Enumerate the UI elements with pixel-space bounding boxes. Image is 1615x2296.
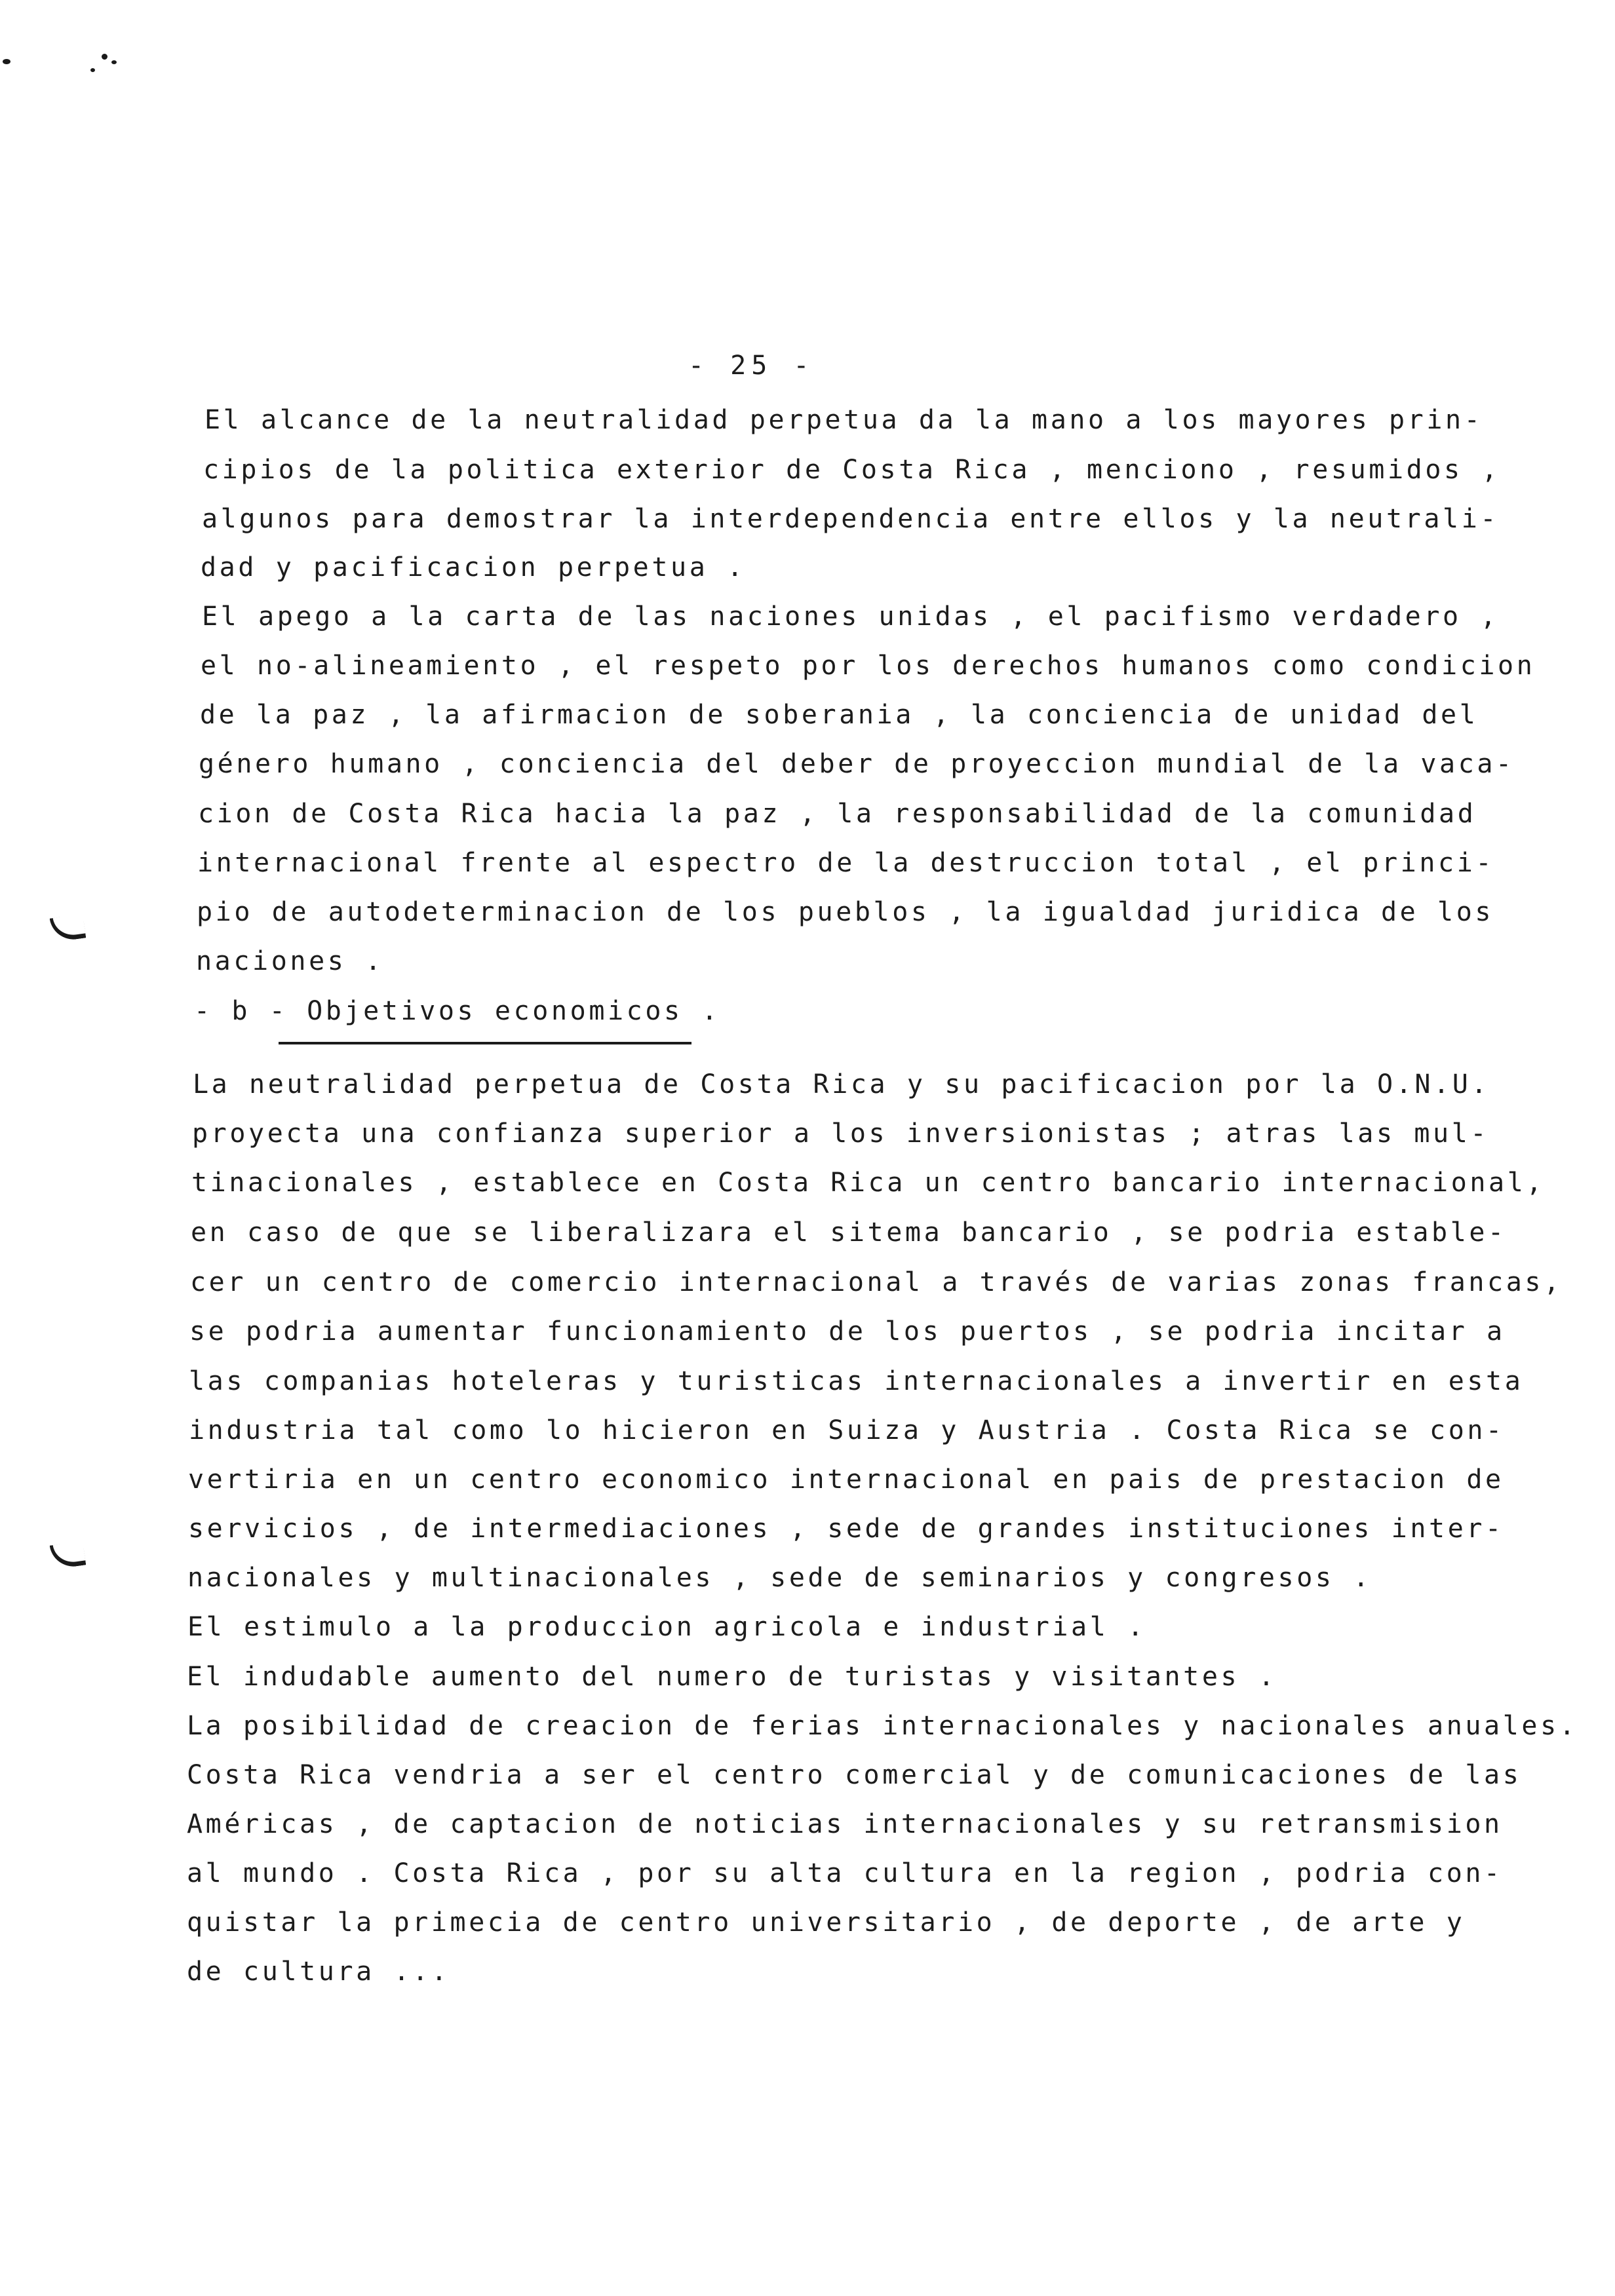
text-line: La neutralidad perpetua de Costa Rica y su pacificacion por la O.N.U. — [193, 1069, 1490, 1100]
text-line: cer un centro de comercio internacional a través de varias zonas francas, — [190, 1267, 1563, 1297]
heading-underline — [279, 1042, 691, 1044]
text-line: proyecta una confianza superior a los inversionistas ; atras las mul- — [192, 1119, 1490, 1149]
text-line: El alcance de la neutralidad perpetua da la mano a los mayores prin- — [204, 405, 1483, 435]
scan-speck — [102, 54, 107, 60]
text-line: El estimulo a la produccion agricola e industrial . — [187, 1612, 1146, 1642]
margin-mark — [50, 1541, 87, 1570]
text-line: algunos para demostrar la interdependencia entre ellos y la neutrali- — [202, 504, 1500, 534]
text-line: cipios de la politica exterior de Costa Rica , menciono , resumidos , — [203, 455, 1501, 485]
text-line: La posibilidad de creacion de ferias internacionales y nacionales anuales. — [187, 1711, 1578, 1741]
text-line: nacionales y multinacionales , sede de seminarios y congresos . — [187, 1563, 1372, 1593]
text-line: quistar la primecia de centro universitario , de deporte , de arte y — [187, 1907, 1466, 1938]
page-number: - 25 - — [688, 351, 815, 381]
text-line: internacional frente al espectro de la destruccion total , el princi- — [197, 848, 1495, 878]
text-line: tinacionales , establece en Costa Rica un centro bancario internacional, — [191, 1168, 1546, 1198]
scan-speck — [90, 68, 95, 72]
text-line: servicios , de intermediaciones , sede de grandes instituciones inter- — [188, 1514, 1504, 1544]
text-line: el no-alineamiento , el respeto por los derechos humanos como condicion — [201, 651, 1536, 681]
text-line: de la paz , la afirmacion de soberania , la conciencia de unidad del — [200, 700, 1479, 730]
text-line: naciones . — [196, 946, 384, 976]
text-line: de cultura ... — [187, 1957, 450, 1987]
text-line: Costa Rica vendria a ser el centro comercial y de comunicaciones de las — [187, 1760, 1522, 1790]
text-line: género humano , conciencia del deber de proyeccion mundial de la vaca- — [199, 749, 1515, 779]
text-line: industria tal como lo hicieron en Suiza y Austria . Costa Rica se con- — [189, 1415, 1505, 1445]
text-line: al mundo . Costa Rica , por su alta cultura en la region , podria con- — [187, 1858, 1503, 1888]
section-heading: - b - Objetivos economicos . — [194, 996, 721, 1026]
scan-speck — [111, 60, 117, 64]
text-line: las companias hoteleras y turisticas internacionales a invertir en esta — [189, 1366, 1524, 1396]
text-line: pio de autodeterminacion de los pueblos , la igualdad juridica de los — [197, 897, 1494, 927]
text-line: se podria aumentar funcionamiento de los puertos , se podria incitar a — [189, 1316, 1506, 1347]
margin-mark — [50, 914, 87, 943]
text-line: El indudable aumento del numero de turistas y visitantes . — [187, 1662, 1277, 1692]
text-line: en caso de que se liberalizara el sitema bancario , se podria estable- — [191, 1217, 1507, 1248]
text-line: Américas , de captacion de noticias internacionales y su retransmision — [187, 1809, 1503, 1839]
text-line: El apego a la carta de las naciones unidas , el pacifismo verdadero , — [202, 602, 1500, 632]
text-line: vertiria en un centro economico internacional en pais de prestacion de — [188, 1464, 1504, 1495]
text-line: dad y pacificacion perpetua . — [201, 552, 746, 583]
scan-speck — [3, 59, 10, 64]
text-line: cion de Costa Rica hacia la paz , la responsabilidad de la comunidad — [198, 799, 1477, 829]
